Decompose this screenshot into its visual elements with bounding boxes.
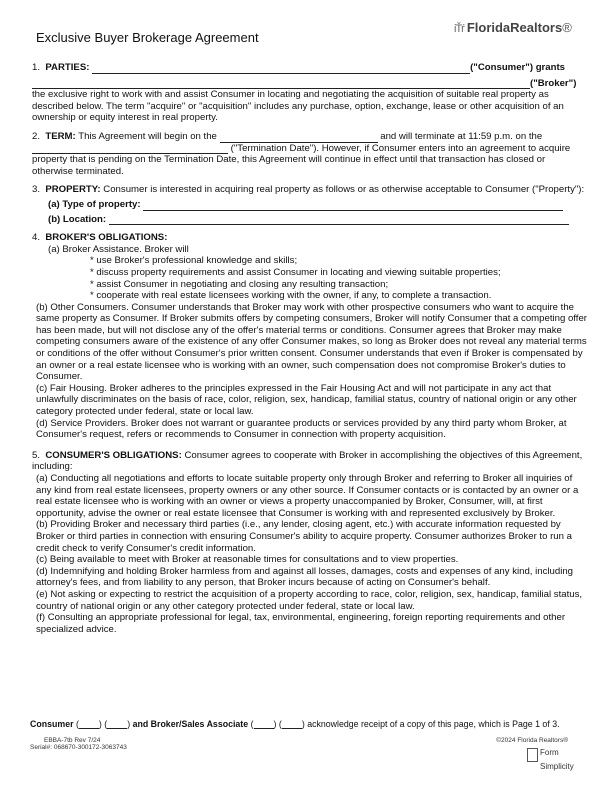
term-start-field[interactable] [220,133,378,143]
initials-acknowledgment: Consumer ( ) ( ) and Broker/Sales Associate ( ) ( ) acknowledge receipt of a copy of this page, which is Page 1 of 3. [30,719,560,729]
bullet-item: * cooperate with real estate licensees working with the owner, if any, to complete a transaction. [90,290,492,302]
termination-date-field[interactable] [32,144,228,154]
document-title: Exclusive Buyer Brokerage Agreement [36,30,259,45]
property-location-field[interactable] [109,215,569,225]
section-1: 1. PARTIES: ("Consumer") grants [32,62,566,73]
bullet-item: * use Broker's professional knowledge and skills; [90,255,298,267]
broker-initial-2[interactable] [282,719,302,729]
consumer-obligation-item: (d) Indemnifying and holding Broker harmless from and against all losses, damages, costs and expenses of any kind, including attorney's fees, and from liability to any person, that Broker incurs because of acting on Consumer's behalf. [36,565,574,589]
consumer-obligation-item: (e) Not asking or expecting to restrict the acquisition of a property according to race, color, religion, sex, handicap, familial status, country of national origin or any other category protected under federal, state or local law. [36,588,583,612]
section-1-text: the exclusive right to work with and assist Consumer in locating and negotiating the acquisition of suitable real property as described below. The term "acquire" or "acquisition" includes any purchase, option, exchange, lease or other acquisition of an ownership or equity interest in real property. [32,89,564,124]
form-id: EBBA-7tb Rev 7/24 [44,737,101,744]
section-5: 5. CONSUMER'S OBLIGATIONS: Consumer agrees to cooperate with Broker in accomplishing the objectives of this Agreement, including: [32,449,583,473]
other-consumers-text: (b) Other Consumers. Consumer understands that Broker may work with other prospective consumers who want to acquire the same property as Consumer. If Broker submits offers by competing consumers, Broker will notify Consumer that a competing offer has been made, but will not disclose any of the offer's material terms or conditions. Consumer agrees that Broker may make competing consumers aware of the existence of any offer Consumer makes, so long as Broker does not reveal any material terms or conditions of the offer without Consumer's prior written consent. Consumer understands that even if Broker is compensated by an owner or a real estate licensee who is working with an owner, such compensation does not compromise Broker's duties to Consumer. [36,301,587,383]
parties-consumer-field[interactable] [92,64,470,74]
parties-broker-field[interactable] [32,79,530,89]
property-type-field[interactable] [143,201,563,211]
service-providers-text: (d) Service Providers. Broker does not warrant or guarantee products or services provided by any third party whom Broker, at Consumer's request, refers or recommends to Consumer in connection with property acquisition. [36,417,567,441]
consumer-obligation-item: (f) Consulting an appropriate professional for legal, tax, environmental, engineering, foreign reporting requirements and other specialized advice. [36,612,566,635]
bullet-item: * discuss property requirements and assist Consumer in locating and viewing suitable properties; [90,266,501,278]
section-3: 3. PROPERTY: Consumer is interested in acquiring real property as follows or as otherwise acceptable to Consumer ("Property"): [32,184,585,196]
bullet-item: * assist Consumer in negotiating and closing any resulting transaction; [90,278,389,290]
consumer-initial-1[interactable] [79,719,99,729]
agreement-page: Exclusive Buyer Brokerage Agreement iŤŕ FloridaRealtors® 1. PARTIES: ("Consumer") grants ("Broker") the exclusive right to work with and assist Consumer in locating and negotiating the acquisition of suitable real property as described below. The term "acquire" or "acquisition" includes any purchase, option, exchange, lease or other acquisition of an ownership or equity interest in real property. 2. TERM: This Agreement will begin on the and will terminate at 11:59 p.m. on the ("Termination Date"). However, if Consumer enters into an agreement to acquire property that is pending on the Termination Date, this Agreement will continue in effect until that transaction has closed or otherwise terminated. 3. PROPERTY: Consumer is interested in acquiring real property as follows or as otherwise acceptable to Consumer ("Property"): (a) Type of property: (b) Location: 4. BROKER'S OBLIGATIONS: (a) Broker Assistance. Broker will * use Broker's professional knowledge and skills; * discuss property requirements and assist Consumer in locating and viewing suitable properties; * assist Consumer in negotiating and closing any resulting transaction; * cooperate with real estate licensees working with the owner, if any, to complete a transaction. (b) Other Consumers. Consumer understands that Broker may work with other prospective consumers who want to acquire the same property as Consumer. If Broker submits offers by competing consumers, Broker will notify Consumer that a competing offer has been made, but will not disclose any of the offer's material terms or conditions. Consumer agrees that Broker may make competing consumers aware of the existence of any offer Consumer makes, so long as Broker does not reveal any material terms or conditions of the offer without Consumer's prior written consent. Consumer understands that even if Broker is compensated by an owner or a real estate licensee who is working with an owner, such compensation does not compromise Broker's duties to Consumer. (c) Fair Housing. Broker adheres to the principles expressed in the Fair Housing Act and will not participate in any act that unlawfully discriminates on the basis of race, color, religion, sex, handicap, familial status, country of national origin or any other category protected under federal, state or local law. (d) Service Providers. Broker does not warrant or guarantee products or services provided by any third party whom Broker, at Consumer's request, refers or recommends to Consumer in connection with property acquisition. 5. CONSUMER'S OBLIGATIONS: Consumer agrees to cooperate with Broker in accomplishing the objectives of this Agreement, including: (a) Conducting all negotiations and efforts to locate suitable property only through Broker and referring to Broker all inquiries of any kind from real estate licensees, property owners or any other source. If Consumer contacts or is contacted by an owner or a real estate licensee who is working with an owner or views a property unaccompanied by Broker, Consumer, will, at first opportunity, advise the owner or real estate licensee that Consumer is working with and represented exclusively by Broker. (b) Providing Broker and necessary third parties (i.e., any lender, closing agent, etc.) with accurate information requested by Broker or third parties in connection with ensuring Consumer's ability to acquire property. Consumer authorizes Broker to run a credit check to verify Consumer's credit information. (c) Being available to meet with Broker at reasonable times for consultations and to view properties. (d) Indemnifying and holding Broker harmless from and against all losses, damages, costs and expenses of any kind, including attorney's fees, and from liability to any person, that Broker incurs because of acting on Consumer's behalf. (e) Not asking or expecting to restrict the acquisition of a property according to race, color, religion, sex, handicap, familial status, country of national origin or any other category protected under federal, state or local law. (f) Consulting an appropriate professional for legal, tax, environmental, engineering, foreign reporting requirements and other specialized advice. Consumer ( ) ( ) and Broker/Sales Associate ( ) ( ) acknowledge receipt of a copy of this page, which is Page 1 of 3. EBBA-7tb Rev 7/24 ©2024 Florida Realtors® Serial#: 068670-300172-3063743 Form Simplicity [0,0,612,792]
form-simplicity-logo: Form Simplicity [527,748,574,771]
broker-initial-1[interactable] [254,719,274,729]
broker-assistance-label: (a) Broker Assistance. Broker will [48,243,189,255]
consumer-obligation-item: (c) Being available to meet with Broker at reasonable times for consultations and to view properties. [36,554,459,566]
florida-realtors-logo: iŤŕ FloridaRealtors® [454,20,572,35]
serial-number: Serial#: 068670-300172-3063743 [30,744,127,751]
form-footer [30,737,590,751]
form-simplicity-icon [527,748,538,762]
section-2: 2. TERM: This Agreement will begin on the and will terminate at 11:59 p.m. on the [32,130,543,142]
fair-housing-text: (c) Fair Housing. Broker adheres to the principles expressed in the Fair Housing Act and will not participate in any act that unlawfully discriminates on the basis of race, color, religion, sex, handicap, familial status, country of national origin or any other category protected under federal, state or local law. [36,382,577,418]
copyright: ©2024 Florida Realtors® [496,737,568,744]
consumer-obligation-item: (a) Conducting all negotiations and efforts to locate suitable property only through Broker and referring to Broker all inquiries of any kind from real estate licensees, property owners or any other source. If Consumer contacts or is contacted by an owner or a real estate licensee who is working with an owner or views a property unaccompanied by Broker, Consumer, will, at first opportunity, advise the owner or real estate licensee that Consumer is working with and represented exclusively by Broker. [36,473,579,519]
logo-figures-icon: iŤŕ [454,23,464,35]
section-4: 4. BROKER'S OBLIGATIONS: [32,232,168,244]
consumer-obligation-item: (b) Providing Broker and necessary third parties (i.e., any lender, closing agent, etc.) with accurate information requested by Broker or third parties in connection with ensuring Consumer's ability to acquire property. Consumer authorizes Broker to run a credit check to verify Consumer's credit information. [36,519,572,554]
section-2-text: property that is pending on the Termination Date, this Agreement will continue in effect until that transaction has closed or otherwise terminated. [32,154,546,177]
consumer-initial-2[interactable] [107,719,127,729]
